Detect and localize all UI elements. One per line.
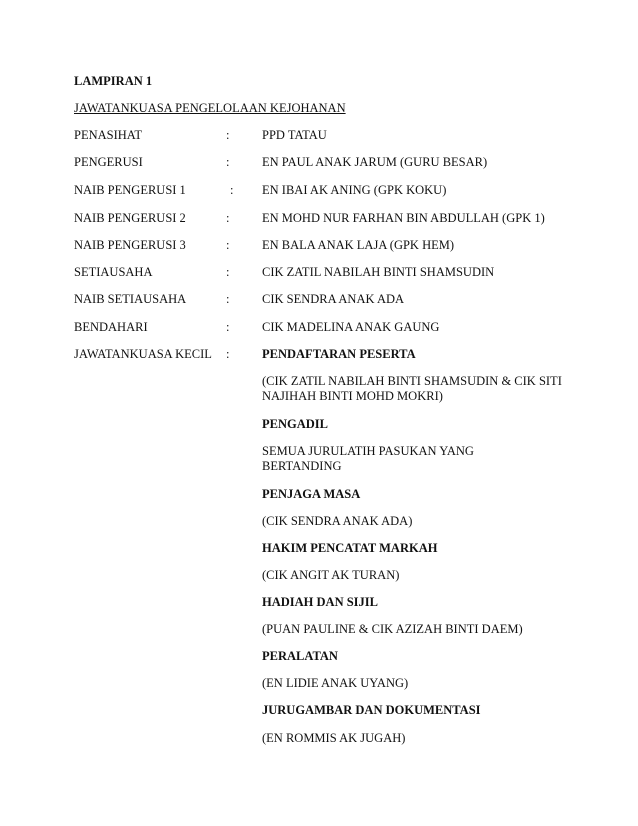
role-label: NAIB PENGERUSI 1 xyxy=(74,183,186,197)
committee-item-body xyxy=(262,731,562,746)
role-colon: : xyxy=(226,238,230,252)
committee-item-title: PENDAFTARAN PESERTA xyxy=(262,347,416,361)
committee-item-title: JURUGAMBAR DAN DOKUMENTASI xyxy=(262,703,481,717)
role-value: PPD TATAU xyxy=(262,128,327,142)
role-label: BENDAHARI xyxy=(74,320,148,334)
committee-item-title: PENJAGA MASA xyxy=(262,487,361,501)
committee-item-title: HADIAH DAN SIJIL xyxy=(262,595,378,609)
committee-item-members: (PUAN PAULINE & CIK AZIZAH BINTI DAEM) xyxy=(262,622,523,636)
committee-item-body xyxy=(262,622,562,637)
committee-item xyxy=(262,595,562,610)
committee-label: JAWATANKUASA KECIL xyxy=(74,347,212,361)
committee-item-members: SEMUA JURULATIH PASUKAN YANG BERTANDING xyxy=(262,444,474,473)
committee-item-members: (CIK ANGIT AK TURAN) xyxy=(262,568,400,582)
committee-item xyxy=(262,417,562,432)
committee-item xyxy=(262,347,562,362)
committee-item-title: HAKIM PENCATAT MARKAH xyxy=(262,541,438,555)
role-label: SETIAUSAHA xyxy=(74,265,153,279)
role-value: EN PAUL ANAK JARUM (GURU BESAR) xyxy=(262,155,488,169)
role-colon: : xyxy=(226,292,230,306)
role-colon: : xyxy=(226,155,230,169)
committee-item-body xyxy=(262,676,562,691)
role-value: EN IBAI AK ANING (GPK KOKU) xyxy=(262,183,447,197)
committee-item-title: PERALATAN xyxy=(262,649,338,663)
role-value: EN BALA ANAK LAJA (GPK HEM) xyxy=(262,238,455,252)
role-value: CIK ZATIL NABILAH BINTI SHAMSUDIN xyxy=(262,265,495,279)
role-colon: : xyxy=(226,265,230,279)
document-title: JAWATANKUASA PENGELOLAAN KEJOHANAN xyxy=(74,101,346,115)
role-value: CIK MADELINA ANAK GAUNG xyxy=(262,320,440,334)
role-label: PENGERUSI xyxy=(74,155,143,169)
committee-colon: : xyxy=(226,347,230,361)
role-label: NAIB PENGERUSI 3 xyxy=(74,238,186,252)
lampiran-heading: LAMPIRAN 1 xyxy=(74,74,153,88)
committee-item-body xyxy=(262,444,502,474)
role-value: EN MOHD NUR FARHAN BIN ABDULLAH (GPK 1) xyxy=(262,211,545,225)
committee-item-body xyxy=(262,568,562,583)
committee-item xyxy=(262,541,562,556)
committee-item-members: (CIK SENDRA ANAK ADA) xyxy=(262,514,413,528)
committee-item-members: (EN ROMMIS AK JUGAH) xyxy=(262,731,406,745)
role-colon: : xyxy=(226,320,230,334)
committee-item xyxy=(262,487,562,502)
committee-item xyxy=(262,649,562,664)
role-value: CIK SENDRA ANAK ADA xyxy=(262,292,405,306)
role-label: NAIB SETIAUSAHA xyxy=(74,292,187,306)
committee-item-members: (EN LIDIE ANAK UYANG) xyxy=(262,676,409,690)
role-label: PENASIHAT xyxy=(74,128,143,142)
committee-item-body xyxy=(262,374,562,404)
committee-item-body xyxy=(262,514,562,529)
role-label: NAIB PENGERUSI 2 xyxy=(74,211,186,225)
role-colon: : xyxy=(230,183,234,197)
role-colon: : xyxy=(226,211,230,225)
committee-item xyxy=(262,703,562,718)
role-colon: : xyxy=(226,128,230,142)
committee-item-members: (CIK ZATIL NABILAH BINTI SHAMSUDIN & CIK SITI NAJIHAH BINTI MOHD MOKRI) xyxy=(262,374,562,403)
committee-item-title: PENGADIL xyxy=(262,417,328,431)
